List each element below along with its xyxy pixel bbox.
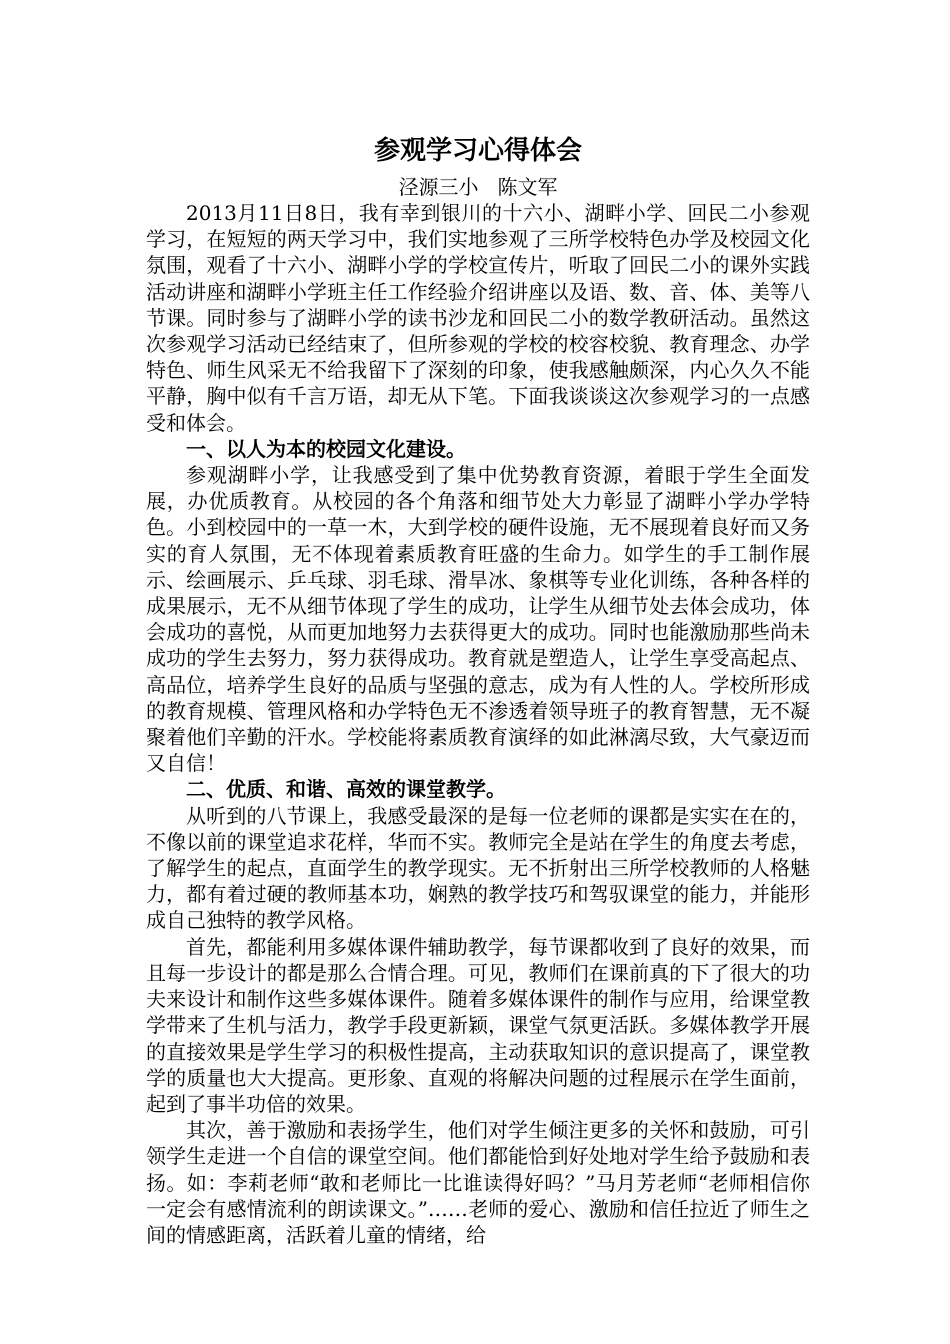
intro-paragraph: 2013月11日8日，我有幸到银川的十六小、湖畔小学、回民二小参观学习，在短短的两天学习中，我们实地参观了三所学校特色办学及校园文化氛围，观看了十六小、湖畔小学的学校宣传片，听取了回民二小的课外实践活动讲座和湖畔小学班主任工作经验介绍讲座以及语、数、音、体、美等八节课。同时参与了湖畔小学的读书沙龙和回民二小的数学教研活动。虽然这次参观学习活动已经结束了，但所参观的学校的校容校貌、教育理念、办学特色、师生风采无不给我留下了深刻的印象，使我感触颇深，内心久久不能平静，胸中似有千言万语，却无从下笔。下面我谈谈这次参观学习的一点感受和体会。: [146, 201, 810, 435]
section-2-paragraph-2: 首先，都能利用多媒体课件辅助教学，每节课都收到了良好的效果，而且每一步设计的都是那么合情合理。可见，教师们在课前真的下了很大的功夫来设计和制作这些多媒体课件。随着多媒体课件的制作与应用，给课堂教学带来了生机与活力，教学手段更新颖，课堂气氛更活跃。多媒体教学开展的直接效果是学生学习的积极性提高，主动获取知识的意识提高了，课堂教学的质量也大大提高。更形象、直观的将解决问题的过程展示在学生面前，起到了事半功倍的效果。: [146, 934, 810, 1116]
section-1-heading: 一、以人为本的校园文化建设。: [186, 436, 466, 461]
document-title: 参观学习心得体会: [373, 136, 582, 166]
section-2-heading: 二、优质、和谐、高效的课堂教学。: [186, 777, 506, 802]
section-2-paragraph-1: 从听到的八节课上，我感受最深的是每一位老师的课都是实实在在的，不像以前的课堂追求花样，华而不实。教师完全是站在学生的角度去考虑，了解学生的起点，直面学生的教学现实。无不折射出三所学校教师的人格魅力，都有着过硬的教师基本功，娴熟的教学技巧和驾驭课堂的能力，并能形成自己独特的教学风格。: [146, 803, 810, 933]
section-2-paragraph-3: 其次，善于激励和表扬学生，他们对学生倾注更多的关怀和鼓励，可引领学生走进一个自信的课堂空间。他们都能恰到好处地对学生给予鼓励和表扬。如：李莉老师“敢和老师比一比谁读得好吗？”马月芳老师“老师相信你一定会有感情流利的朗读课文。”……老师的爱心、激励和信任拉近了师生之间的情感距离，活跃着儿童的情绪，给: [146, 1118, 810, 1247]
section-1-paragraph: 参观湖畔小学，让我感受到了集中优势教育资源，着眼于学生全面发展，办优质教育。从校园的各个角落和细节处大力彰显了湖畔小学办学特色。小到校园中的一草一木，大到学校的硬件设施，无不展现着良好而又务实的育人氛围，无不体现着素质教育旺盛的生命力。如学生的手工制作展示、绘画展示、乒乓球、羽毛球、滑旱冰、象棋等专业化训练，各种各样的成果展示，无不从细节体现了学生的成功，让学生从细节处去体会成功，体会成功的喜悦，从而更加地努力去获得更大的成功。同时也能激励那些尚未成功的学生去努力，努力获得成功。教育就是塑造人，让学生享受高起点、高品位，培养学生良好的品质与坚强的意志，成为有人性的人。学校所形成的教育规模、管理风格和办学特色无不渗透着领导班子的教育智慧，无不凝聚着他们辛勤的汗水。学校能将素质教育演绎的如此淋漓尽致，大气豪迈而又自信！: [146, 463, 810, 776]
document-page: [146, 128, 810, 1248]
author-byline: 泾源三小 陈文军: [398, 175, 558, 199]
